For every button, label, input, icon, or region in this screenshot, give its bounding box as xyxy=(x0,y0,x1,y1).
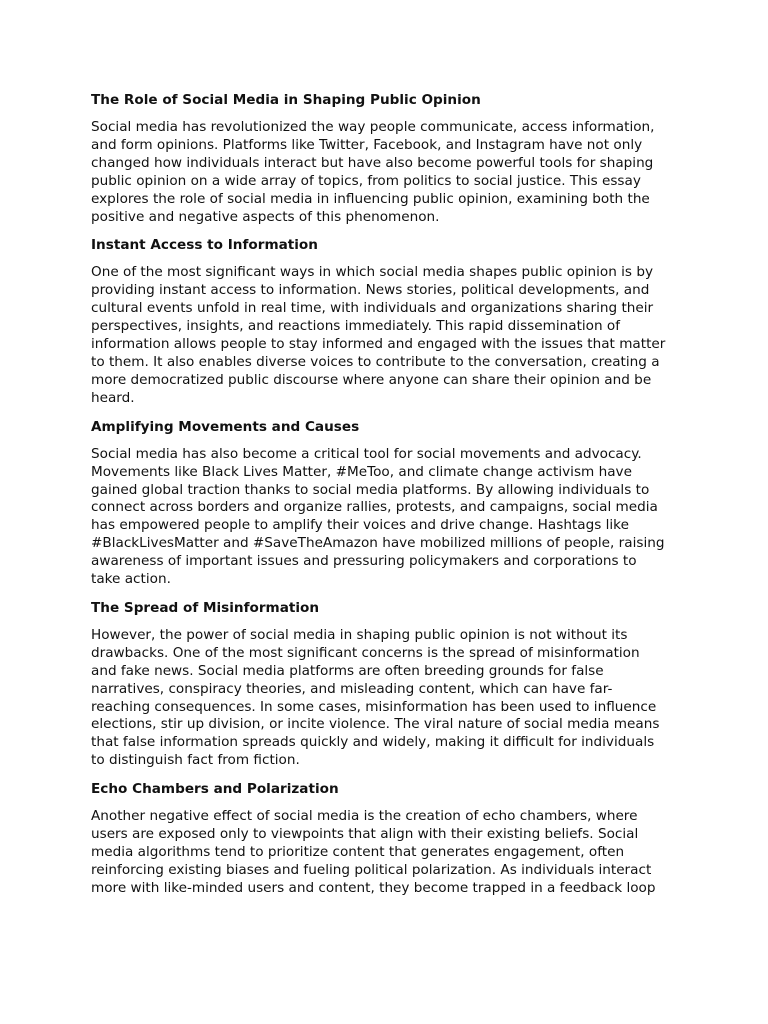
paragraph-line: more democratized public discourse where anyone can share their opinion and be xyxy=(91,371,652,388)
section-paragraph-echo-chambers xyxy=(91,808,679,898)
paragraph-line: and form opinions. Platforms like Twitter, Facebook, and Instagram have not only xyxy=(91,136,643,153)
paragraph-line: heard. xyxy=(91,389,135,406)
paragraph-line: more with like-minded users and content, they become trapped in a feedback loop xyxy=(91,879,656,896)
section-paragraph-misinformation xyxy=(91,627,679,770)
section-paragraph-amplifying-movements xyxy=(91,446,679,589)
paragraph-line: Movements like Black Lives Matter, #MeToo, and climate change activism have xyxy=(91,463,632,480)
paragraph-line: and fake news. Social media platforms are often breeding grounds for false xyxy=(91,662,604,679)
paragraph-line: cultural events unfold in real time, with individuals and organizations sharing their xyxy=(91,300,654,317)
paragraph-line: drawbacks. One of the most significant concerns is the spread of misinformation xyxy=(91,644,640,661)
section-heading-echo-chambers: Echo Chambers and Polarization xyxy=(91,781,339,798)
paragraph-line: information allows people to stay informed and engaged with the issues that matter xyxy=(91,336,666,353)
paragraph-line: to them. It also enables diverse voices to contribute to the conversation, creating a xyxy=(91,353,660,370)
paragraph-line: One of the most significant ways in which social media shapes public opinion is by xyxy=(91,264,653,281)
paragraph-line: Social media has also become a critical tool for social movements and advocacy. xyxy=(91,445,642,462)
paragraph-line: Another negative effect of social media is the creation of echo chambers, where xyxy=(91,808,638,825)
paragraph-line: gained global traction thanks to social media platforms. By allowing individuals to xyxy=(91,481,650,498)
paragraph-line: to distinguish fact from fiction. xyxy=(91,752,300,769)
section-heading-amplifying-movements: Amplifying Movements and Causes xyxy=(91,418,360,435)
paragraph-line: perspectives, insights, and reactions immediately. This rapid dissemination of xyxy=(91,318,621,335)
section-paragraph-instant-access xyxy=(91,264,679,407)
document-title: The Role of Social Media in Shaping Public Opinion xyxy=(91,92,481,108)
paragraph-line: changed how individuals interact but have also become powerful tools for shaping xyxy=(91,154,654,171)
paragraph-line: connect across borders and organize rallies, protests, and campaigns, social media xyxy=(91,499,658,516)
paragraph-line: public opinion on a wide array of topics, from politics to social justice. This essay xyxy=(91,172,641,189)
paragraph-line: awareness of important issues and pressuring policymakers and corporations to xyxy=(91,553,637,570)
document-page xyxy=(91,91,679,908)
section-heading-instant-access: Instant Access to Information xyxy=(91,237,318,254)
paragraph-line: narratives, conspiracy theories, and misleading content, which can have far- xyxy=(91,680,613,697)
paragraph-line: explores the role of social media in influencing public opinion, examining both the xyxy=(91,190,650,207)
paragraph-line: take action. xyxy=(91,571,171,588)
paragraph-line: reaching consequences. In some cases, misinformation has been used to influence xyxy=(91,698,657,715)
paragraph-line: positive and negative aspects of this phenomenon. xyxy=(91,208,440,225)
paragraph-line: #BlackLivesMatter and #SaveTheAmazon have mobilized millions of people, raising xyxy=(91,535,665,552)
paragraph-line: providing instant access to information. News stories, political developments, and xyxy=(91,282,650,299)
paragraph-line: that false information spreads quickly and widely, making it difficult for individuals xyxy=(91,734,655,751)
paragraph-line: However, the power of social media in shaping public opinion is not without its xyxy=(91,626,628,643)
intro-paragraph xyxy=(91,119,679,226)
paragraph-line: reinforcing existing biases and fueling political polarization. As individuals interact xyxy=(91,861,652,878)
paragraph-line: Social media has revolutionized the way people communicate, access information, xyxy=(91,119,655,135)
paragraph-line: elections, stir up division, or incite violence. The viral nature of social media means xyxy=(91,716,660,733)
paragraph-line: has empowered people to amplify their voices and drive change. Hashtags like xyxy=(91,517,629,534)
paragraph-line: users are exposed only to viewpoints that align with their existing beliefs. Social xyxy=(91,826,639,843)
paragraph-line: media algorithms tend to prioritize content that generates engagement, often xyxy=(91,844,625,860)
section-heading-misinformation: The Spread of Misinformation xyxy=(91,599,320,616)
